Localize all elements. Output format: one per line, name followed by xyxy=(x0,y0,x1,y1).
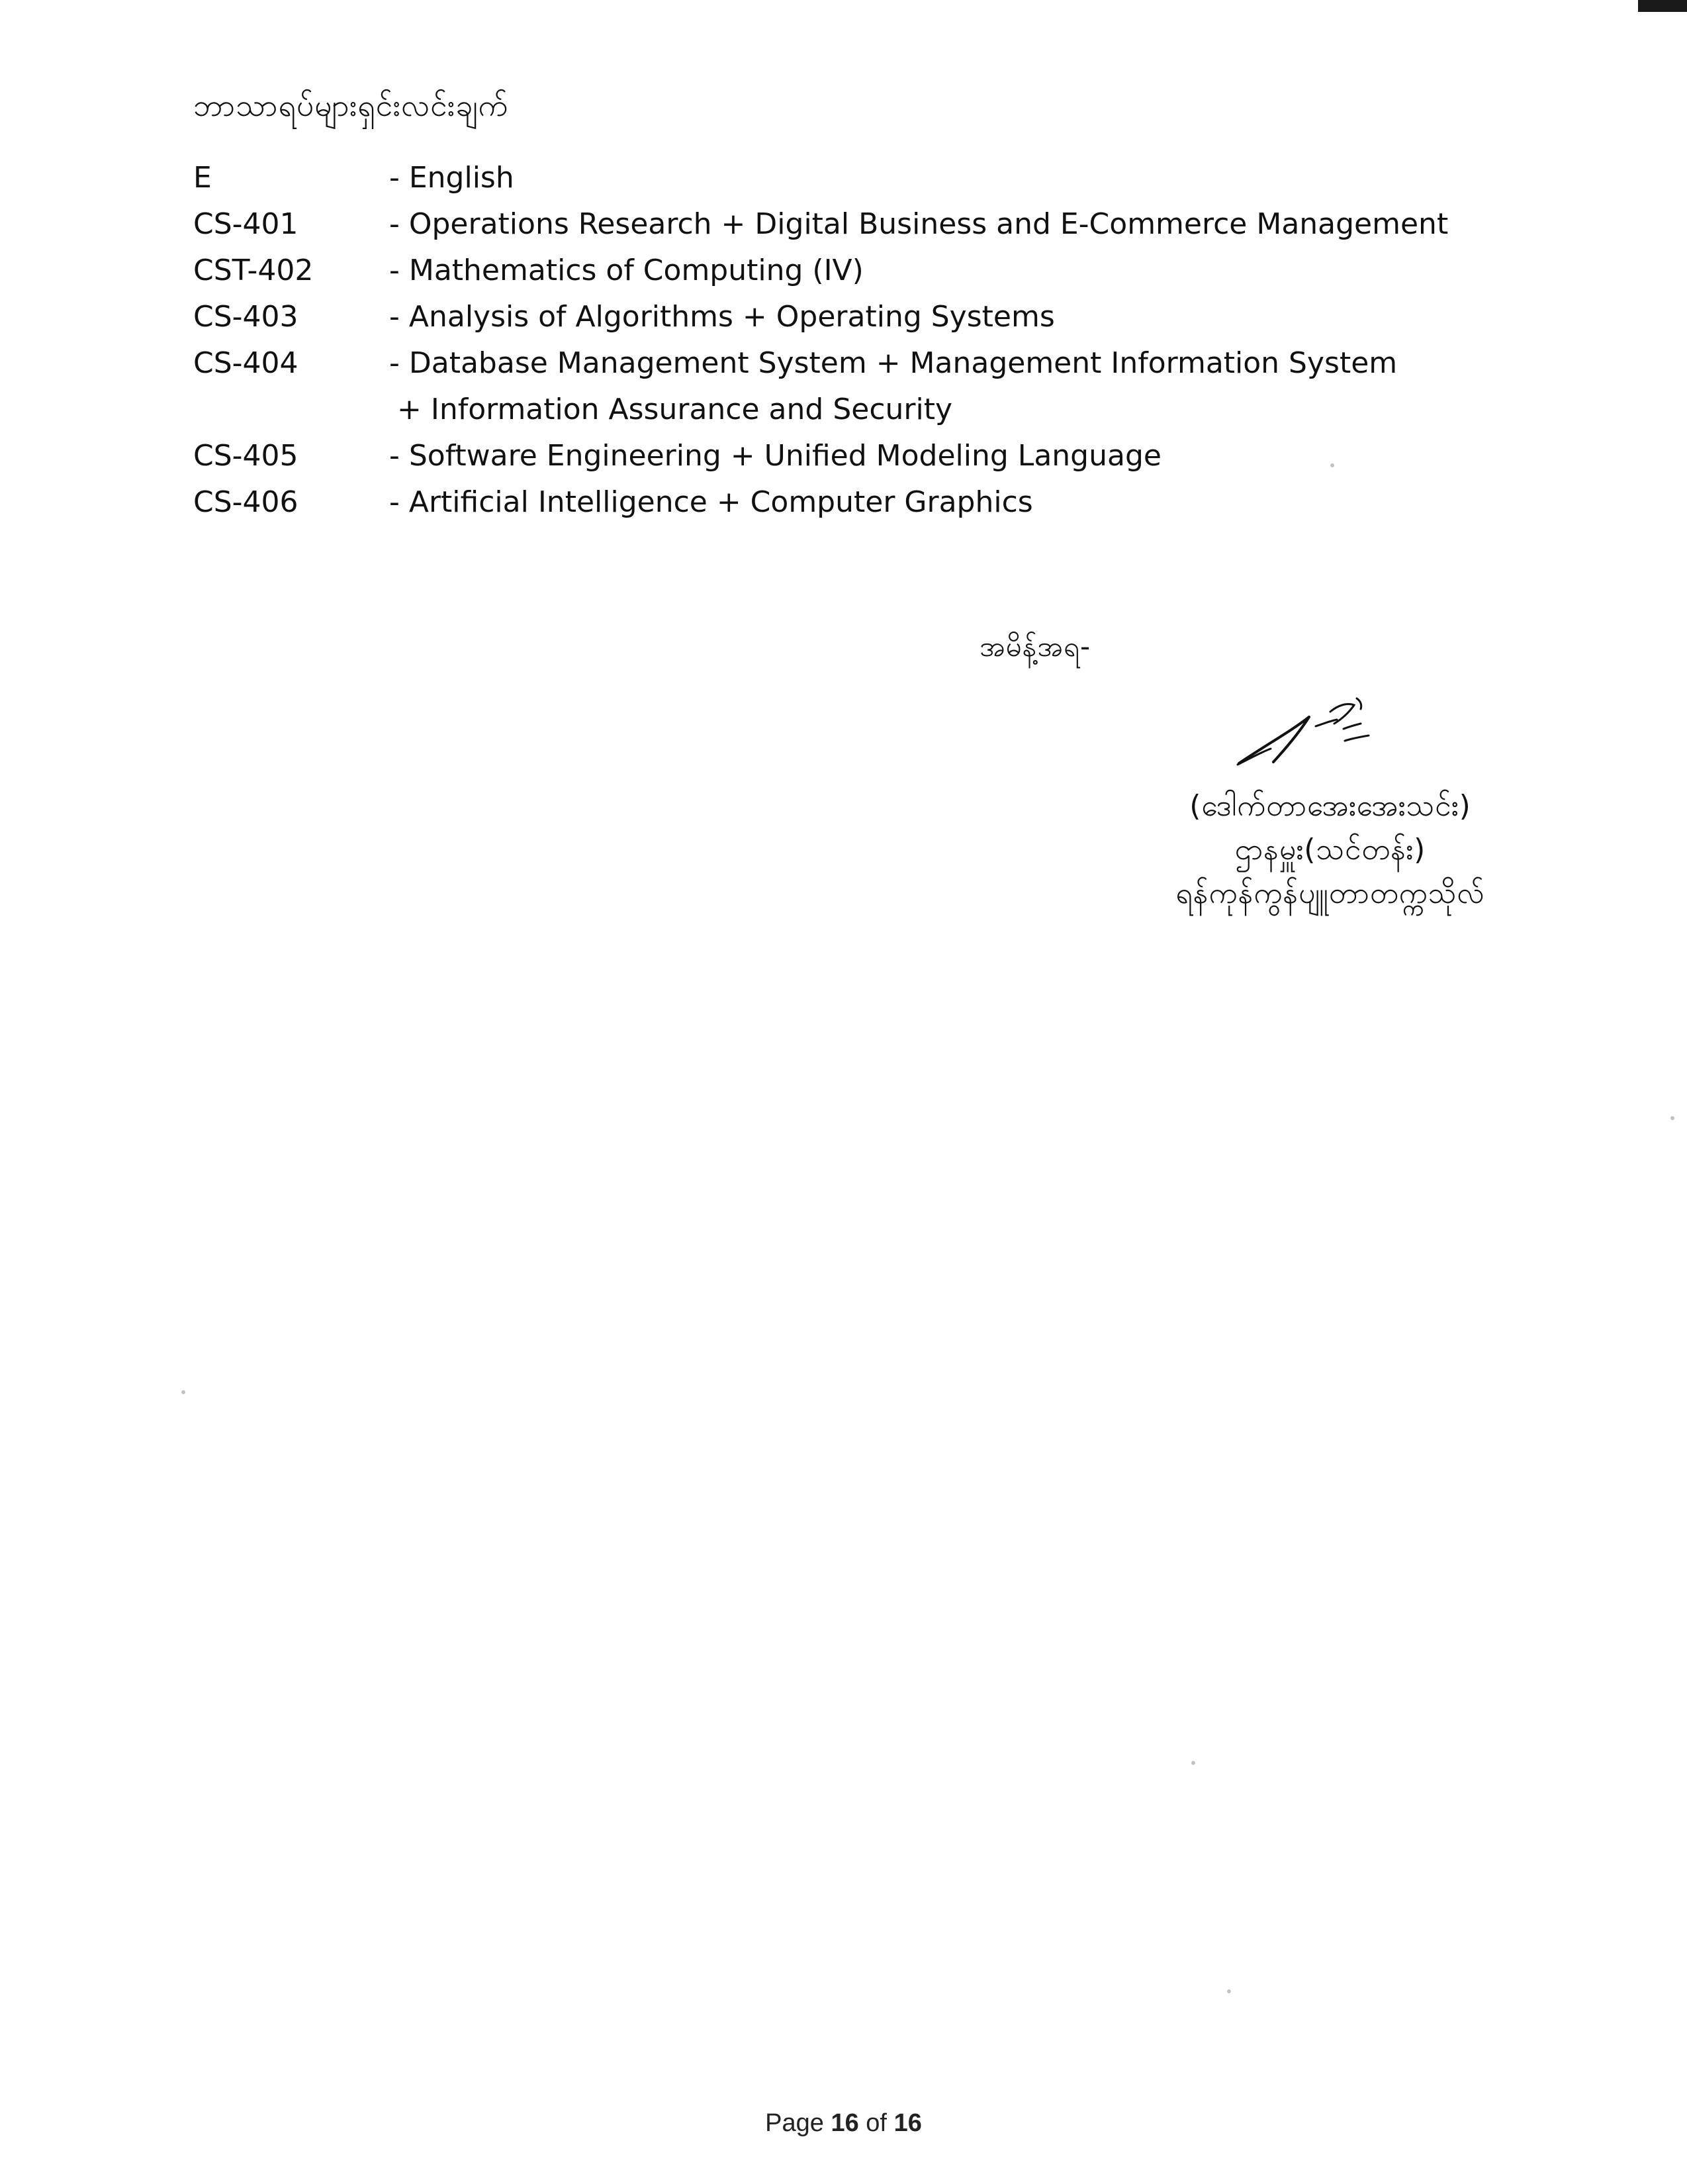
current-page: 16 xyxy=(831,2109,859,2137)
subject-code: CS-405 xyxy=(193,439,298,473)
subject-code: CS-404 xyxy=(193,346,298,380)
subject-description xyxy=(389,155,1517,201)
closing-phrase: အမိန့်အရ- xyxy=(980,630,1091,663)
page-label: Page xyxy=(765,2109,824,2137)
subject-row xyxy=(193,248,1517,294)
subject-description xyxy=(389,433,1517,479)
subject-description-text: - Operations Research + Digital Business and E-Commerce Management xyxy=(389,207,1449,241)
page-number-footer xyxy=(0,2109,1687,2138)
total-pages: 16 xyxy=(893,2109,922,2137)
subject-code: CS-406 xyxy=(193,485,298,519)
subject-description xyxy=(389,248,1517,294)
scan-speck xyxy=(181,1390,185,1394)
subject-row xyxy=(193,294,1517,340)
subject-description-continuation: + Information Assurance and Security xyxy=(397,393,953,426)
subject-code: CST-402 xyxy=(193,254,314,287)
subject-row xyxy=(193,433,1517,479)
scan-speck xyxy=(1227,1989,1231,1993)
subject-description-text: - Software Engineering + Unified Modeling Language xyxy=(389,439,1162,473)
subject-description xyxy=(389,479,1517,526)
page-separator: of xyxy=(866,2109,887,2137)
subject-row xyxy=(193,201,1517,248)
signatory-title: ဌာနမှူး(သင်တန်း) xyxy=(1234,833,1426,867)
page-heading: ဘာသာရပ်များရှင်းလင်းချက် xyxy=(193,87,509,123)
subject-code: CS-401 xyxy=(193,207,298,241)
subject-row xyxy=(193,155,1517,201)
signatory-block xyxy=(1118,784,1542,916)
signatory-name: (ဒေါက်တာအေးအေးသင်း) xyxy=(1189,789,1471,823)
subject-description xyxy=(389,201,1517,248)
subject-description xyxy=(389,294,1517,340)
scan-speck xyxy=(1670,1116,1674,1120)
subject-description-text: - Analysis of Algorithms + Operating Systems xyxy=(389,300,1055,334)
scan-edge-mark xyxy=(1638,0,1687,12)
subject-description-text: - Database Management System + Management Information System xyxy=(389,346,1398,380)
subject-description-text: - Mathematics of Computing (IV) xyxy=(389,254,864,287)
scan-speck xyxy=(1191,1761,1195,1765)
subject-code: E xyxy=(193,161,212,195)
subject-description xyxy=(389,340,1517,433)
subject-description-text: - English xyxy=(389,161,514,195)
subject-list xyxy=(193,155,1517,526)
subject-description-text: - Artificial Intelligence + Computer Graphics xyxy=(389,485,1033,519)
handwritten-signature xyxy=(1231,685,1390,784)
subject-row xyxy=(193,479,1517,526)
subject-row xyxy=(193,340,1517,433)
subject-code: CS-403 xyxy=(193,300,298,334)
signatory-institution: ရန်ကုန်ကွန်ပျူတာတက္ကသိုလ် xyxy=(1175,877,1485,910)
